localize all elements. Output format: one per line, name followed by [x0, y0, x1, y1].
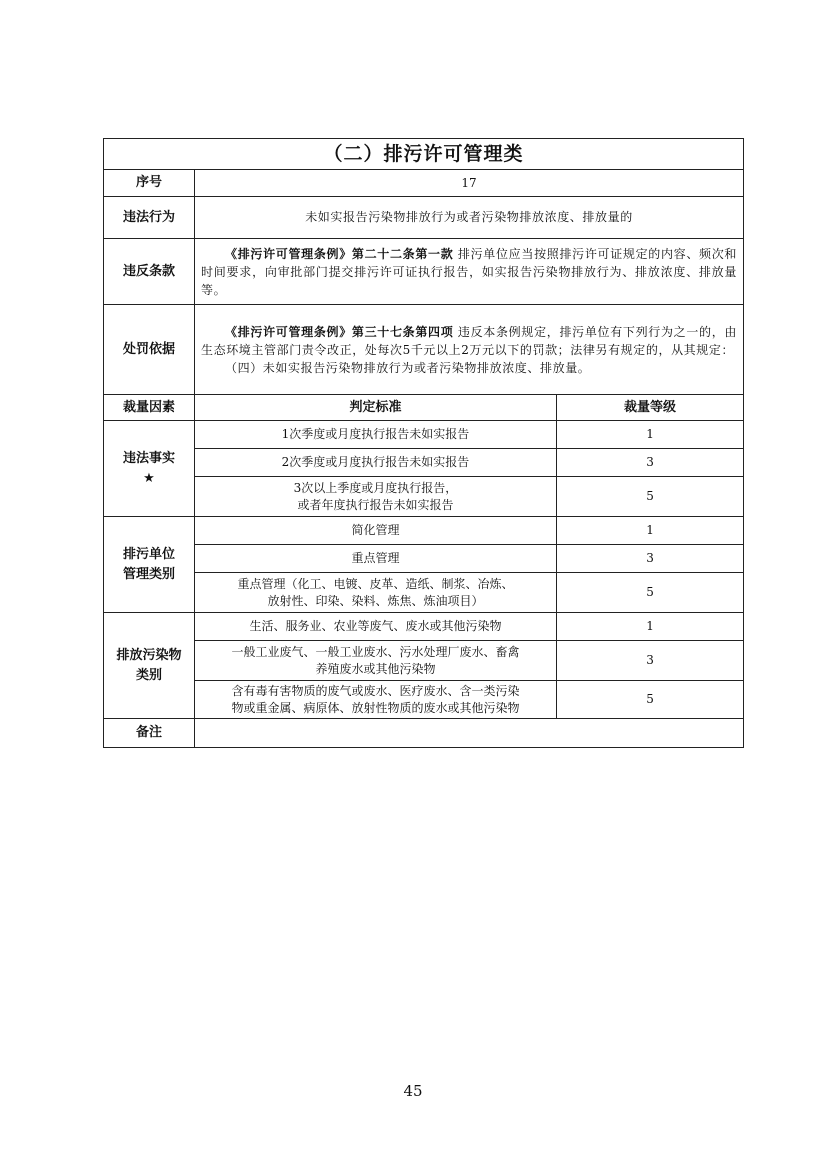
level-cell: 1 — [557, 517, 744, 545]
serial-row — [104, 170, 744, 197]
level-cell: 1 — [557, 421, 744, 449]
violated-clause-label: 违反条款 — [104, 239, 195, 305]
level-cell: 1 — [557, 613, 744, 641]
factor-label-line: 违法事实 — [122, 450, 175, 466]
criteria-line: 或者年度执行报告未如实报告 — [297, 497, 454, 512]
violated-clause-text — [195, 239, 744, 305]
criteria-cell — [195, 681, 557, 719]
table-row — [104, 641, 744, 681]
penalty-basis-law: 《排污许可管理条例》第三十七条第四项 — [225, 324, 454, 339]
criteria-line: 含有毒有害物质的废气或废水、医疗废水、含一类污染 — [231, 683, 520, 698]
criteria-cell: 简化管理 — [195, 517, 557, 545]
criteria-cell: 生活、服务业、农业等废气、废水或其他污染物 — [195, 613, 557, 641]
factor-label — [104, 517, 195, 613]
remarks-row — [104, 719, 744, 748]
penalty-basis-row — [104, 305, 744, 395]
table-row — [104, 545, 744, 573]
header-level: 裁量等级 — [557, 395, 744, 421]
factor-label-line: 类别 — [135, 667, 162, 683]
level-cell: 5 — [557, 681, 744, 719]
criteria-cell — [195, 641, 557, 681]
penalty-basis-body: 违反本条例规定，排污单位有下列行为之一的，由生态环境主管部门责令改正，处每次5千元以上2万元以下的罚款；法律另有规定的，从其规定： — [201, 324, 738, 357]
header-factor: 裁量因素 — [104, 395, 195, 421]
criteria-line: 物或重金属、病原体、放射性物质的废水或其他污染物 — [231, 700, 520, 715]
header-criteria: 判定标准 — [195, 395, 557, 421]
factor-label-line: 管理类别 — [122, 566, 175, 582]
violated-clause-law: 《排污许可管理条例》第二十二条第一款 — [225, 246, 454, 261]
level-cell: 3 — [557, 449, 744, 477]
remarks-label: 备注 — [104, 719, 195, 748]
page-number: 45 — [403, 1082, 423, 1100]
violation-label: 违法行为 — [104, 197, 195, 239]
table-row — [104, 681, 744, 719]
factor-label-line: 排放污染物 — [116, 647, 182, 663]
factor-label — [104, 421, 195, 517]
criteria-cell — [195, 477, 557, 517]
table-row — [104, 517, 744, 545]
penalty-basis-label: 处罚依据 — [104, 305, 195, 395]
table-row — [104, 477, 744, 517]
table-row — [104, 613, 744, 641]
criteria-cell — [195, 573, 557, 613]
violated-clause-row — [104, 239, 744, 305]
level-cell: 3 — [557, 641, 744, 681]
criteria-cell: 2次季度或月度执行报告未如实报告 — [195, 449, 557, 477]
star-icon: ★ — [143, 470, 155, 486]
table-row — [104, 449, 744, 477]
criteria-line: 一般工业废气、一般工业废水、污水处理厂废水、畜禽 — [231, 644, 520, 659]
penalty-basis-text — [195, 305, 744, 395]
level-cell: 5 — [557, 477, 744, 517]
table-header-row — [104, 395, 744, 421]
criteria-line: 放射性、印染、染料、炼焦、炼油项目） — [267, 593, 484, 608]
criteria-cell: 1次季度或月度执行报告未如实报告 — [195, 421, 557, 449]
level-cell: 3 — [557, 545, 744, 573]
violated-clause-body: 排污单位应当按照排污许可证规定的内容、频次和时间要求，向审批部门提交排污许可证执行报告，如实报告污染物排放行为、排放浓度、排放量等。 — [201, 246, 738, 297]
remarks-value — [195, 719, 744, 748]
level-cell: 5 — [557, 573, 744, 613]
serial-value: 17 — [195, 170, 744, 197]
factor-label — [104, 613, 195, 719]
criteria-line: 养殖废水或其他污染物 — [315, 661, 436, 676]
table-title: （二）排污许可管理类 — [104, 139, 744, 170]
table-row — [104, 421, 744, 449]
serial-label: 序号 — [104, 170, 195, 197]
table-row — [104, 573, 744, 613]
criteria-line: 3次以上季度或月度执行报告， — [293, 480, 458, 495]
penalty-basis-item: （四）未如实报告污染物排放行为或者污染物排放浓度、排放量。 — [225, 360, 591, 375]
discretion-table — [103, 138, 744, 748]
violation-value: 未如实报告污染物排放行为或者污染物排放浓度、排放量的 — [195, 197, 744, 239]
violation-row — [104, 197, 744, 239]
criteria-line: 重点管理（化工、电镀、皮革、造纸、制浆、冶炼、 — [237, 576, 514, 591]
factor-label-line: 排污单位 — [122, 546, 175, 562]
criteria-cell: 重点管理 — [195, 545, 557, 573]
